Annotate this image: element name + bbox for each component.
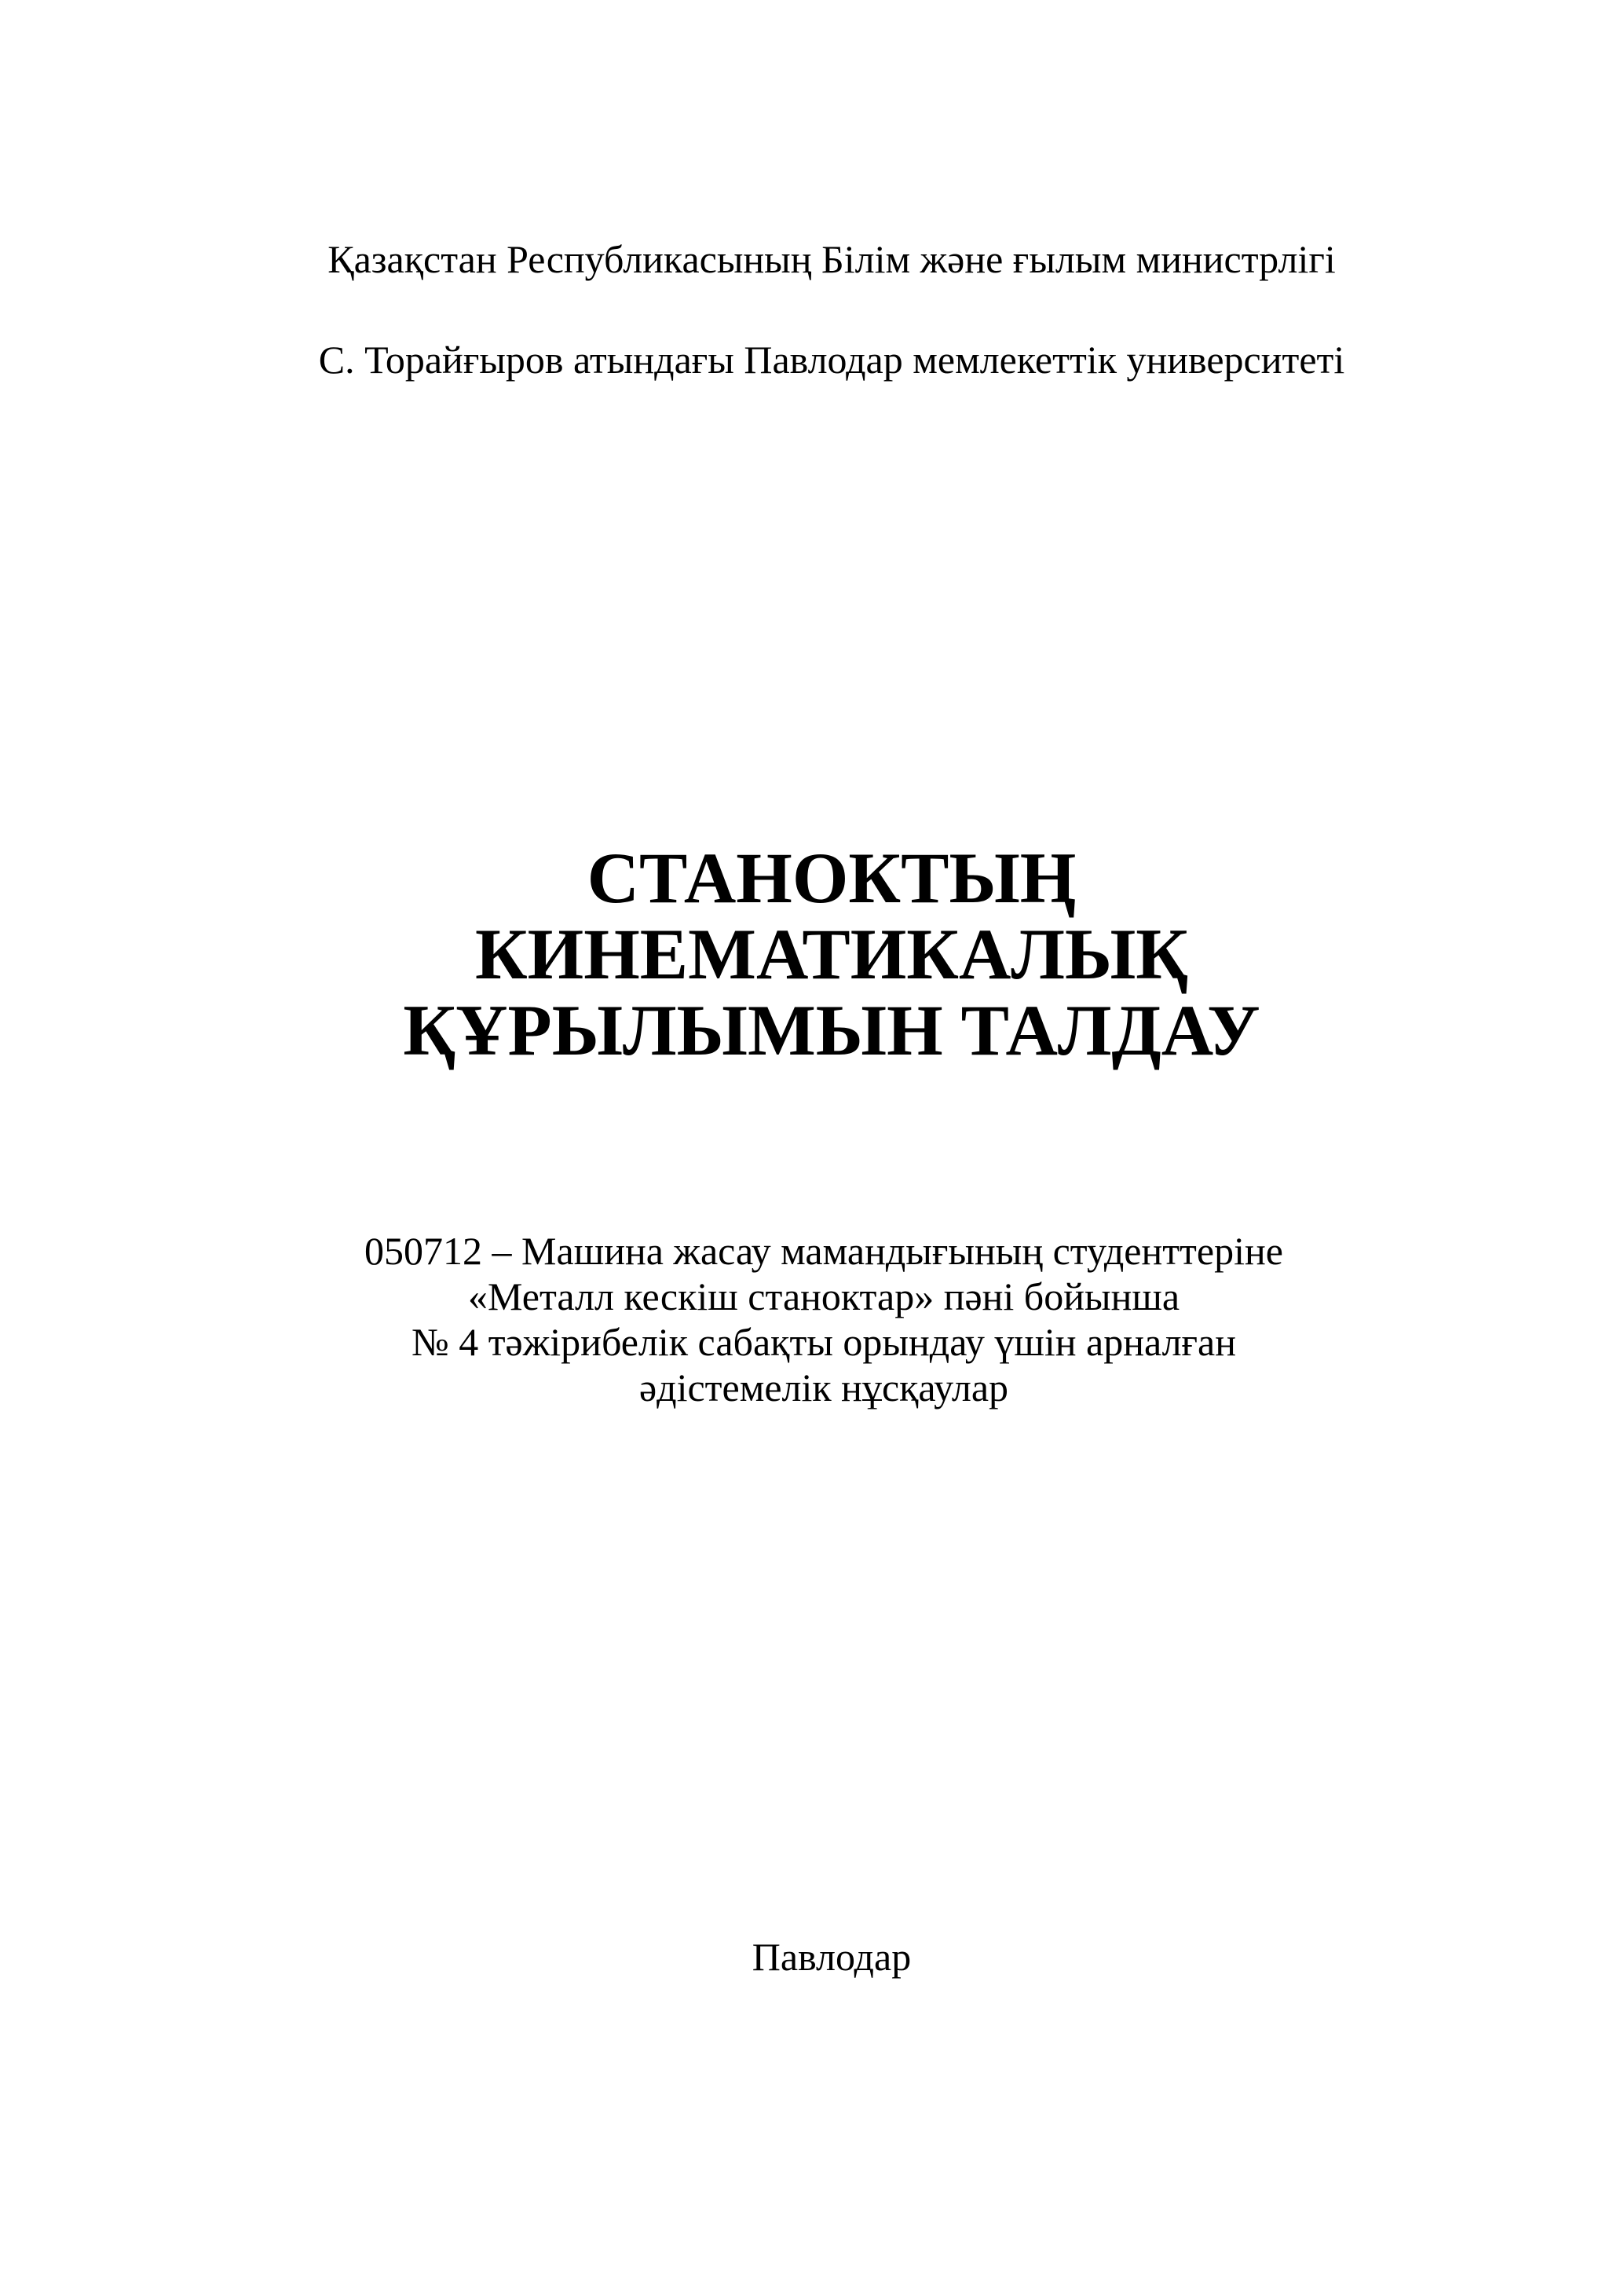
subtitle-line: 050712 – Машина жасау мамандығының студенттеріне — [364, 1229, 1283, 1273]
subtitle-line: әдістемелік нұсқаулар — [638, 1366, 1009, 1409]
subtitle-line: № 4 тәжірибелік сабақты орындау үшін арналған — [411, 1320, 1236, 1364]
subtitle-line: «Металл кескіш станоктар» пәні бойынша — [467, 1274, 1180, 1318]
university-name: С. Торайғыров атындағы Павлодар мемлекеттік университеті — [318, 338, 1345, 382]
document-subtitle — [0, 1228, 1624, 1410]
ministry-name: Қазақстан Республикасының Білім және ғылым министрлігі — [327, 237, 1336, 281]
title-line: КИНЕМАТИКАЛЫҚ — [474, 914, 1189, 994]
publication-city: Павлодар — [752, 1935, 912, 1979]
title-line: СТАНОКТЫҢ — [587, 838, 1077, 918]
document-title — [0, 840, 1624, 1069]
title-line: ҚҰРЫЛЫМЫН ТАЛДАУ — [403, 990, 1260, 1070]
